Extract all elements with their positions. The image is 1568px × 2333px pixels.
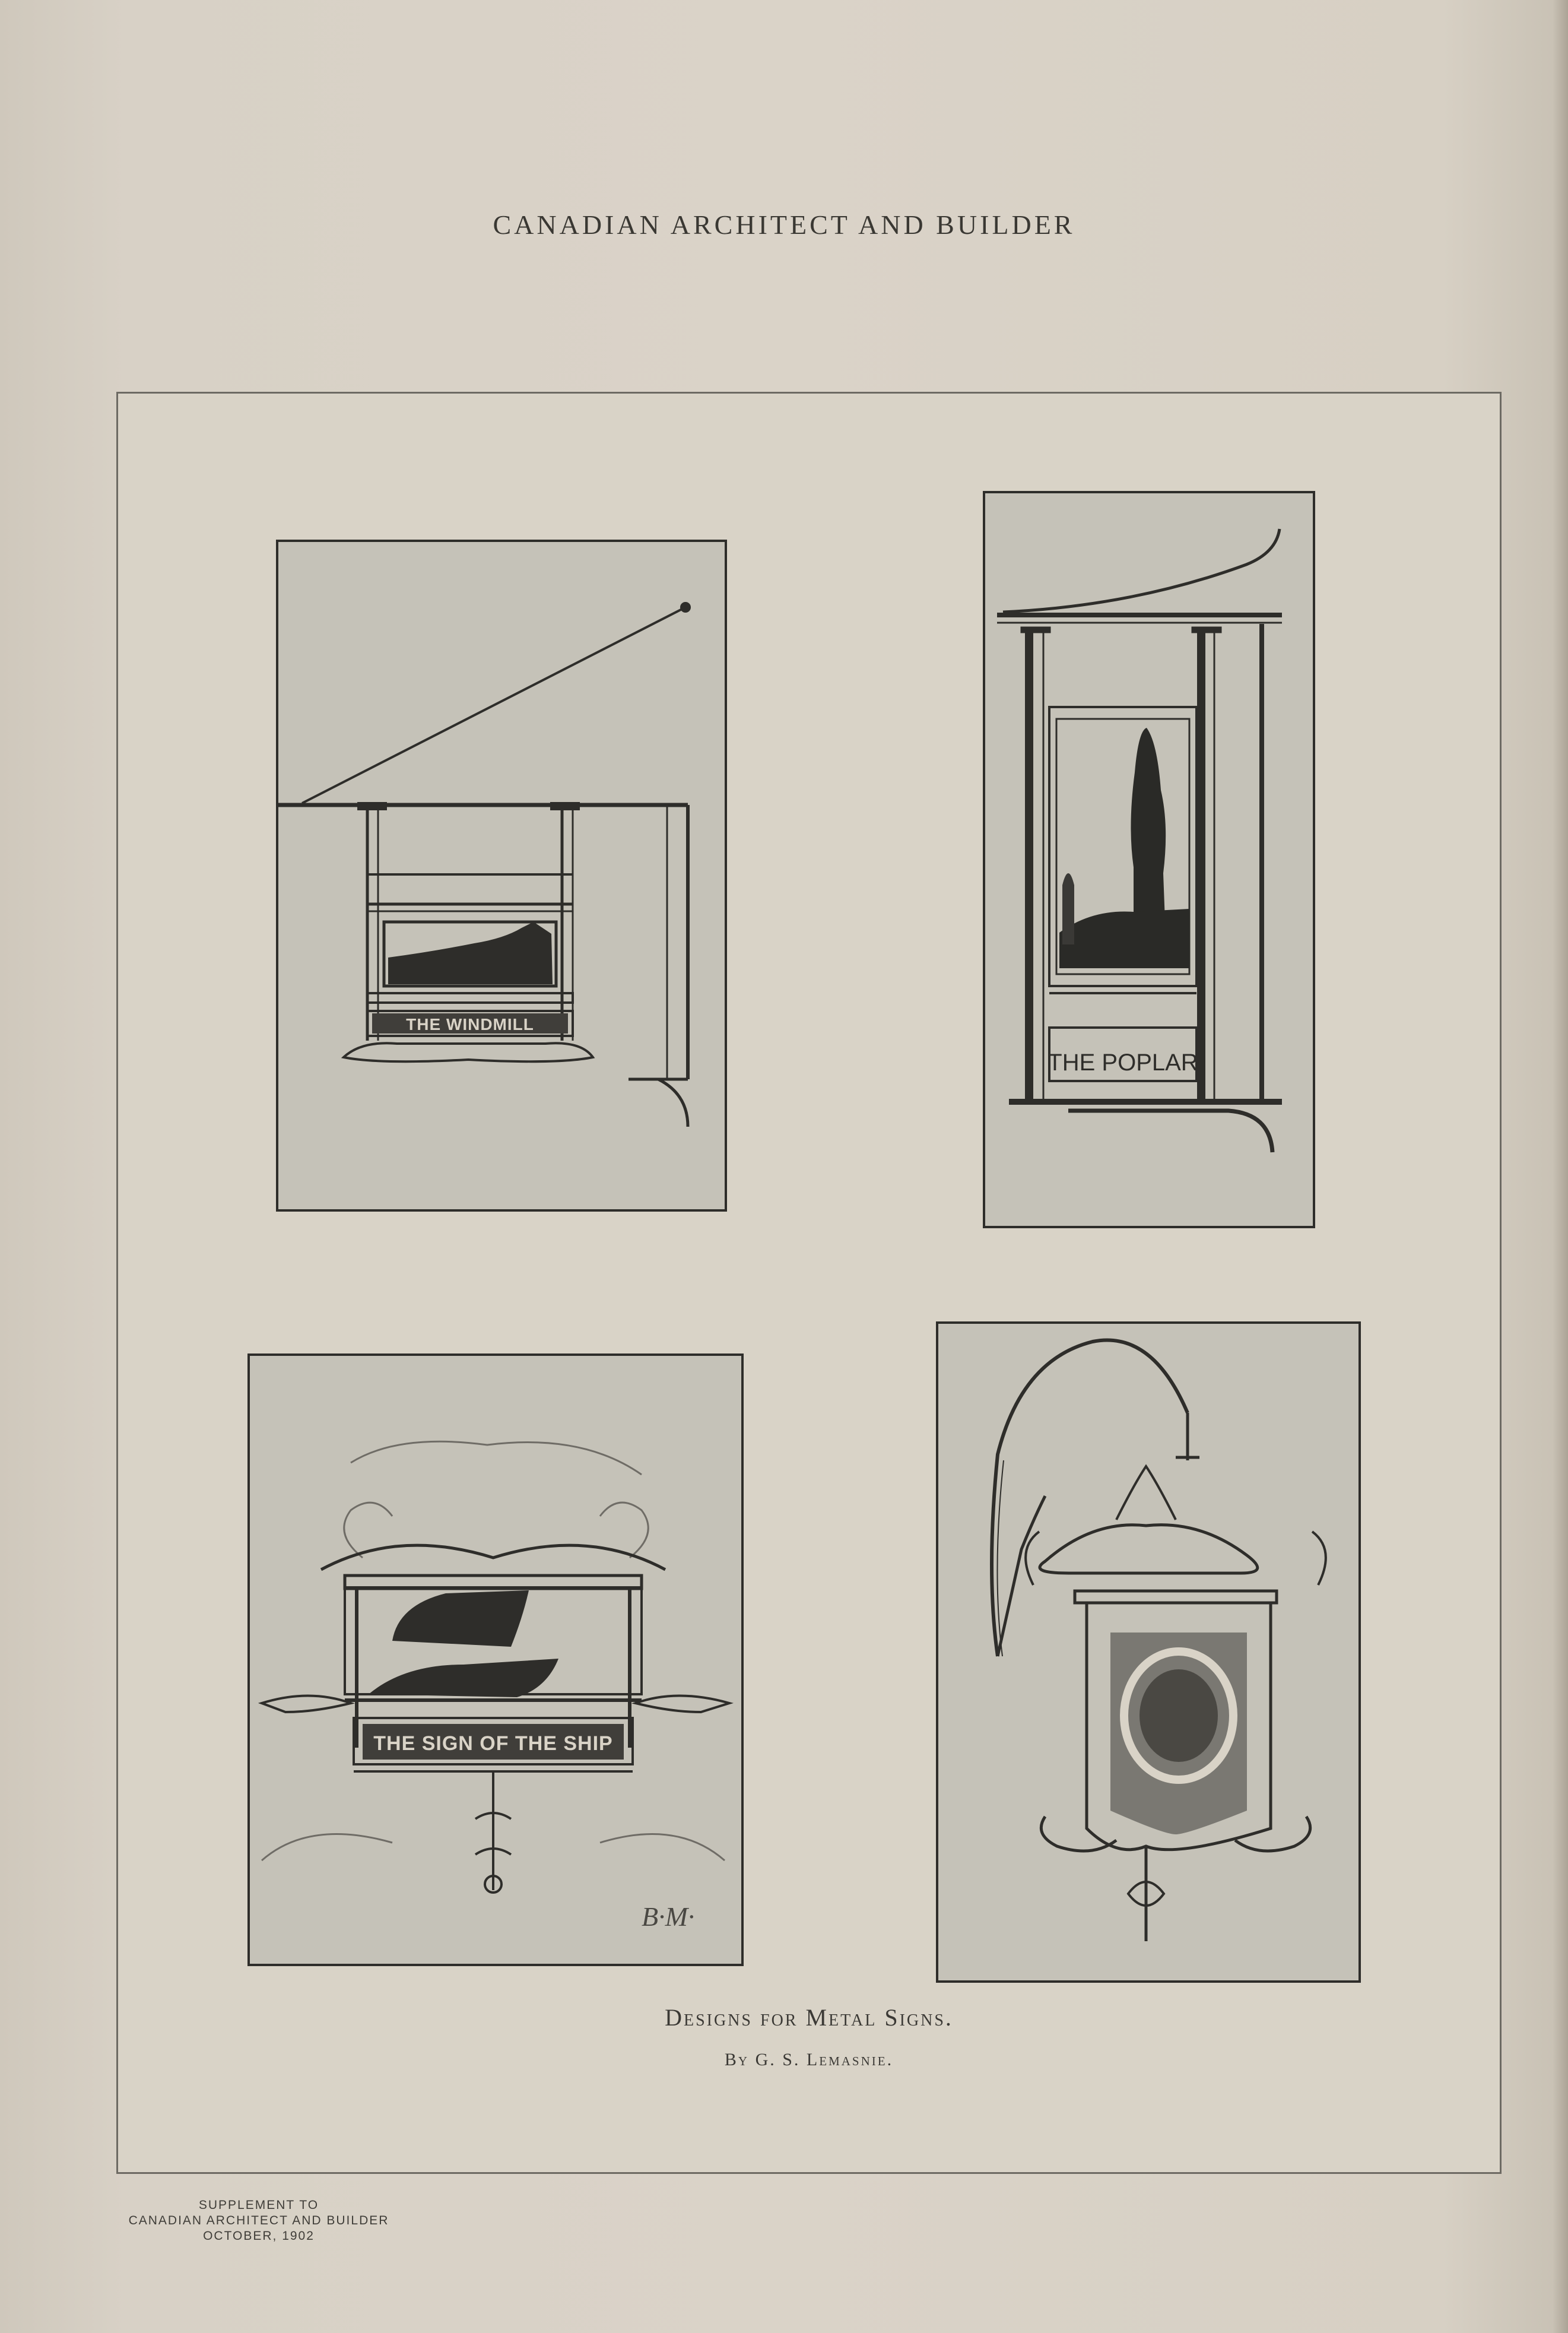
sign-design-ship (247, 1353, 744, 1966)
supplement-line-3: OCTOBER, 1902 (203, 2229, 315, 2243)
windmill-lettering: THE WINDMILL (406, 1015, 534, 1034)
supplement-note (116, 2198, 401, 2244)
supplement-line-1: SUPPLEMENT TO (198, 2198, 319, 2212)
artist-monogram: B·M· (642, 1901, 695, 1932)
ship-lettering: THE SIGN OF THE SHIP (373, 1732, 613, 1755)
sign-design-ornamental (936, 1321, 1361, 1983)
plate-caption: Designs for Metal Signs. (665, 2004, 953, 2031)
ship-sign-drawing (250, 1356, 741, 1964)
poplar-lettering: THE POPLAR (1048, 1050, 1198, 1076)
sign-design-poplar (983, 491, 1315, 1228)
sign-design-windmill (276, 540, 727, 1212)
windmill-sign-drawing (278, 542, 725, 1209)
poplar-sign-drawing (985, 493, 1313, 1226)
illustration-plate (116, 392, 1502, 2174)
page-edge-shadow (1553, 0, 1568, 2333)
supplement-line-2: CANADIAN ARCHITECT AND BUILDER (128, 2214, 389, 2227)
ornamental-sign-drawing (938, 1324, 1358, 1980)
journal-header-title: CANADIAN ARCHITECT AND BUILDER (493, 210, 1075, 240)
plate-author: By G. S. Lemasnie. (724, 2050, 894, 2069)
